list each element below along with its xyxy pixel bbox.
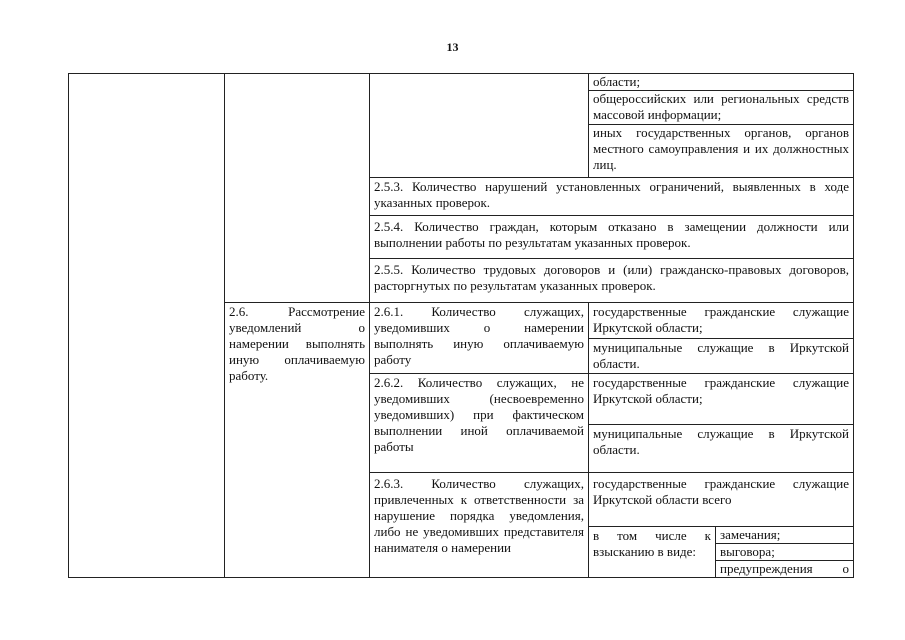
- list-item-state-bodies: иных государственных органов, органов местного самоуправления и их должностных лиц.: [593, 125, 849, 172]
- item-2-6-2: 2.6.2. Количество служащих, не уведомивших (несвоевременно уведомивших) при фактическом выполнении иной оплачиваемой работы: [374, 375, 584, 454]
- table-border-right: [853, 73, 854, 578]
- row-line: [369, 258, 854, 259]
- list-item-mass-media: общероссийских или региональных средств массовой информации;: [593, 91, 849, 122]
- table-border-bottom: [68, 577, 854, 578]
- penalty-reprimand: выговора;: [720, 544, 775, 559]
- item-2-6-3-including: в том числе к взысканию в виде:: [593, 528, 711, 559]
- row-line: [369, 215, 854, 216]
- item-2-6-3: 2.6.3. Количество служащих, привлеченных к ответственности за нарушение порядка уведомления, либо не уведомивших представителя нанимателя о намерении: [374, 476, 584, 555]
- row-2-5-4: 2.5.4. Количество граждан, которым отказано в замещении должности или выполнении работы по результатам указанных проверок.: [374, 219, 849, 250]
- row-2-5-5: 2.5.5. Количество трудовых договоров и (или) гражданско-правовых договоров, расторгнутых по результатам указанных проверок.: [374, 262, 849, 293]
- item-2-6-1-state: государственные гражданские служащие Иркутской области;: [593, 304, 849, 335]
- penalty-warning: предупреждения о: [720, 561, 849, 576]
- penalty-remark: замечания;: [720, 527, 781, 542]
- row-2-5-3: 2.5.3. Количество нарушений установленных ограничений, выявленных в ходе указанных проверок.: [374, 179, 849, 210]
- item-2-6-1: 2.6.1. Количество служащих, уведомивших о намерении выполнять иную оплачиваемую работу: [374, 304, 584, 367]
- item-2-6-1-municipal: муниципальные служащие в Иркутской области.: [593, 340, 849, 371]
- table-border-left: [68, 73, 69, 578]
- item-2-6-2-state: государственные гражданские служащие Иркутской области;: [593, 375, 849, 406]
- list-item-region: области;: [593, 74, 641, 89]
- page-number: 13: [446, 40, 459, 54]
- item-2-6-2-municipal: муниципальные служащие в Иркутской области.: [593, 426, 849, 457]
- section-2-6-title: 2.6. Рассмотрение уведомлений о намерении выполнять иную оплачиваемую работу.: [229, 304, 365, 383]
- item-2-6-3-state-total: государственные гражданские служащие Иркутской области всего: [593, 476, 849, 507]
